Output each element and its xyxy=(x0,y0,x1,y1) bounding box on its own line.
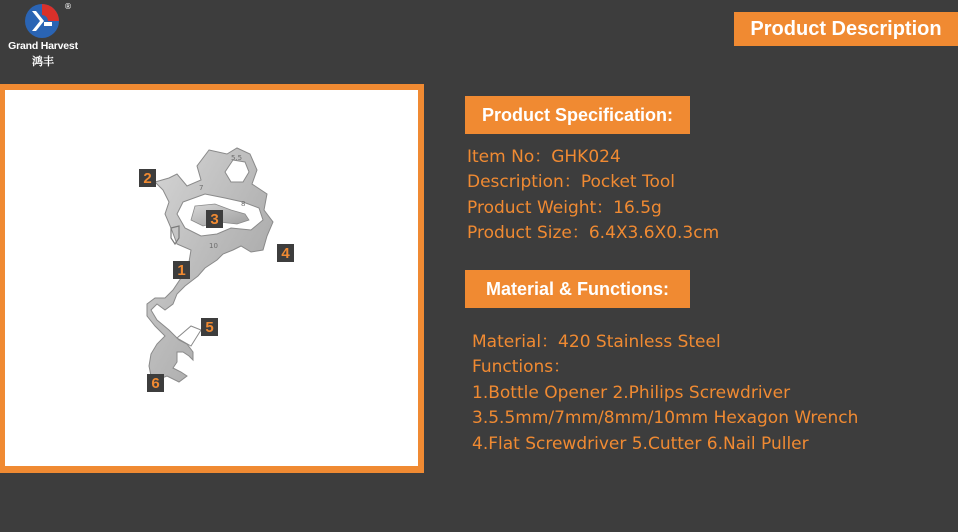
logo-mark-icon xyxy=(18,2,66,40)
registered-mark: ® xyxy=(64,2,72,11)
brand-name-chinese: 鸿丰 xyxy=(32,55,54,68)
engraving-10: 10 xyxy=(209,242,218,250)
brand-name: Grand Harvest xyxy=(8,40,78,52)
product-description-badge: Product Description xyxy=(734,12,958,46)
product-photo xyxy=(5,90,418,466)
pocket-tool-image xyxy=(5,90,418,466)
engraving-5-5: 5.5 xyxy=(231,154,243,162)
functions-line-1: 1.Bottle Opener 2.Philips Screwdriver xyxy=(472,382,791,403)
callout-6: 6 xyxy=(147,374,164,392)
brand-logo xyxy=(2,2,82,68)
product-weight: Product Weight：16.5g xyxy=(467,197,662,218)
callout-5: 5 xyxy=(201,318,218,336)
product-photo-frame xyxy=(0,84,424,473)
product-size: Product Size：6.4X3.6X0.3cm xyxy=(467,223,720,244)
callout-3: 3 xyxy=(206,210,223,228)
functions-line-3: 4.Flat Screwdriver 5.Cutter 6.Nail Puller xyxy=(472,433,809,454)
callout-4: 4 xyxy=(277,244,294,262)
material-functions-list xyxy=(472,330,858,457)
product-specification-badge: Product Specification: xyxy=(465,96,690,134)
item-number: Item No：GHK024 xyxy=(467,147,621,167)
functions-label: Functions： xyxy=(472,357,571,378)
specification-list xyxy=(467,145,719,247)
description: Description：Pocket Tool xyxy=(467,172,676,193)
material: Material：420 Stainless Steel xyxy=(472,332,721,352)
callout-1: 1 xyxy=(173,261,190,279)
functions-line-2: 3.5.5mm/7mm/8mm/10mm Hexagon Wrench xyxy=(472,408,859,429)
engraving-8: 8 xyxy=(241,200,246,208)
engraving-7: 7 xyxy=(199,184,204,192)
callout-2: 2 xyxy=(139,169,156,187)
material-functions-badge: Material & Functions: xyxy=(465,270,690,308)
